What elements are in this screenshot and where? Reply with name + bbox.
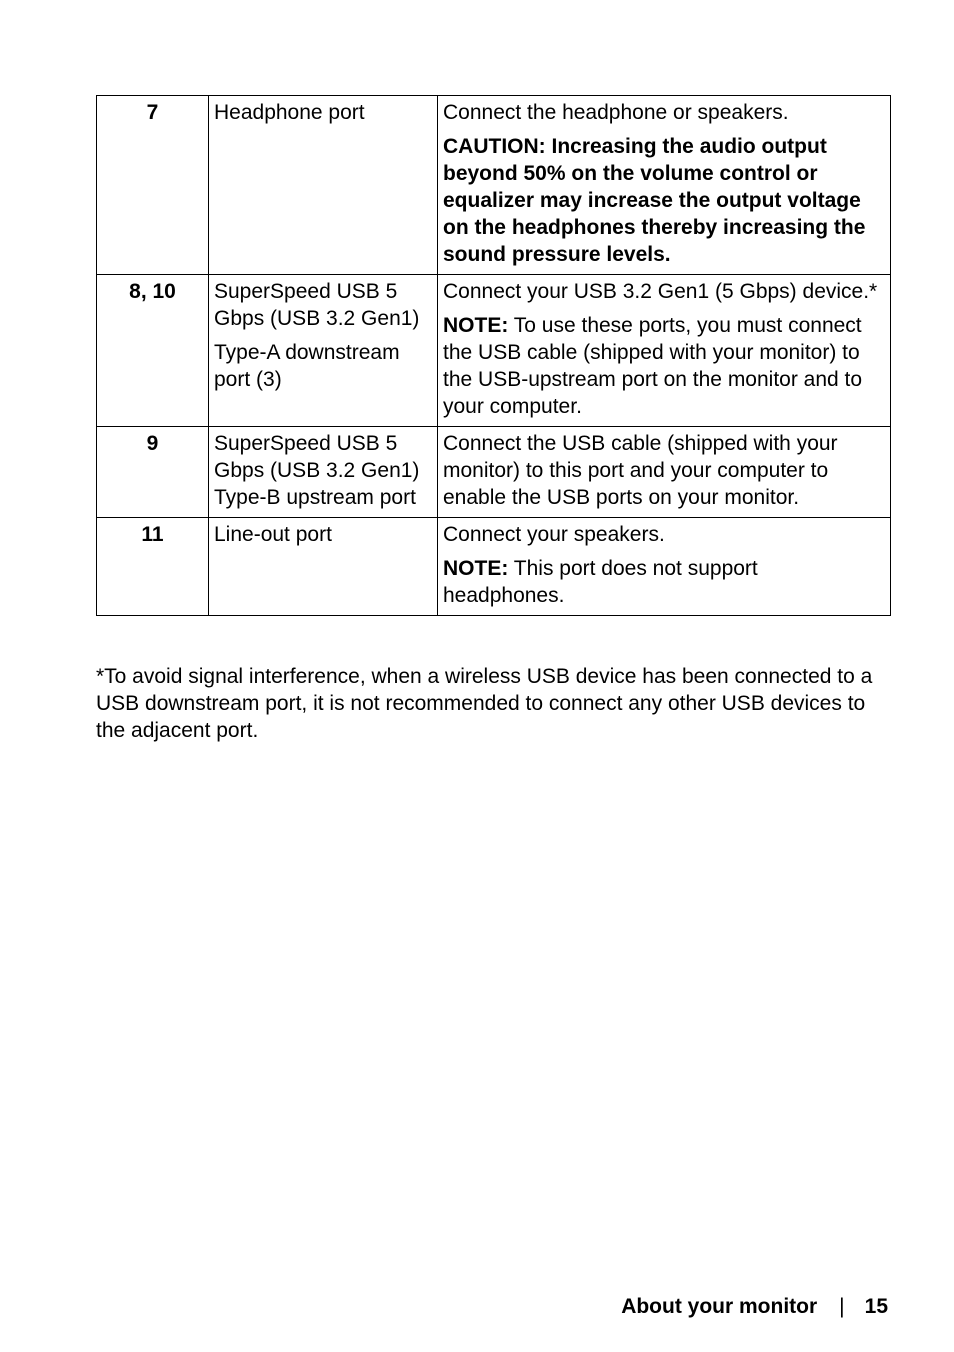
note-label: NOTE: <box>443 557 509 580</box>
footer-separator: | <box>839 1295 845 1318</box>
page-footer <box>621 1293 888 1321</box>
port-description <box>438 518 891 616</box>
port-description-text: Connect the USB cable (shipped with your monitor) to this port and your computer to enable the USB ports on your monitor. <box>443 432 838 509</box>
table-row <box>97 427 891 518</box>
footer-section-title: About your monitor <box>621 1295 818 1318</box>
port-description-text: Connect your speakers. <box>443 523 665 546</box>
table-row <box>97 275 891 427</box>
note-text: To use these ports, you must connect the USB cable (shipped with your monitor) to the USB-upstream port on the monitor and to your computer. <box>443 314 863 418</box>
port-name <box>209 518 438 616</box>
port-name-text: Headphone port <box>214 101 365 124</box>
port-name <box>209 96 438 275</box>
port-name <box>209 427 438 518</box>
ports-table <box>96 95 891 616</box>
port-name-text: Line-out port <box>214 523 332 546</box>
port-description-text: Connect the headphone or speakers. <box>443 101 789 124</box>
note <box>443 312 885 420</box>
port-number: 7 <box>97 96 209 275</box>
note-text: This port does not support headphones. <box>443 557 758 607</box>
port-description <box>438 427 891 518</box>
port-description <box>438 96 891 275</box>
caution-text: CAUTION: Increasing the audio output beyond 50% on the volume control or equalizer may increase the output voltage on the headphones thereby increasing the sound pressure levels. <box>443 135 866 266</box>
port-name-text: Type-A downstream port (3) <box>214 341 400 391</box>
port-name-text: SuperSpeed USB 5 Gbps (USB 3.2 Gen1) Type-B upstream port <box>214 432 420 509</box>
port-name-text: SuperSpeed USB 5 Gbps (USB 3.2 Gen1) <box>214 280 420 330</box>
page-number: 15 <box>864 1295 888 1318</box>
table-row <box>97 96 891 275</box>
table-row <box>97 518 891 616</box>
note-label: NOTE: <box>443 314 509 337</box>
port-description <box>438 275 891 427</box>
port-description-text: Connect your USB 3.2 Gen1 (5 Gbps) device.* <box>443 280 878 303</box>
note <box>443 555 885 609</box>
footnote: *To avoid signal interference, when a wireless USB device has been connected to a USB downstream port, it is not recommended to connect any other USB devices to the adjacent port. <box>96 665 873 742</box>
port-number: 8, 10 <box>97 275 209 427</box>
port-number: 11 <box>97 518 209 616</box>
port-number: 9 <box>97 427 209 518</box>
port-name <box>209 275 438 427</box>
